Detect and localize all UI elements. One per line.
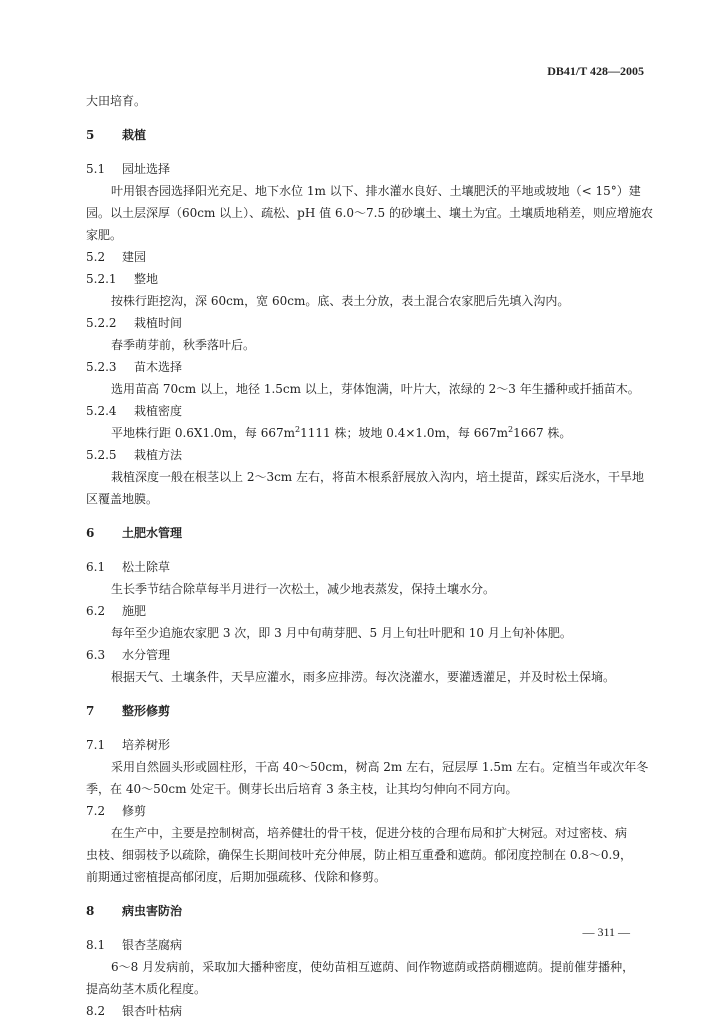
paragraph-line: 春季萌芽前，秋季落叶后。 [111, 338, 256, 352]
subsection-heading [86, 444, 656, 466]
subsection-heading [86, 246, 656, 268]
section-title: 栽植密度 [134, 404, 183, 418]
paragraph-line: 6～8 月发病前，采取加大播种密度，使幼苗相互遮荫、间作物遮荫或搭荫棚遮荫。提前催芽播种， [111, 960, 635, 974]
section-title: 园址选择 [122, 162, 171, 176]
section-number: 7 [86, 704, 95, 718]
subsection-heading [86, 400, 656, 422]
section-title: 修剪 [122, 804, 147, 818]
page-number: — 311 — [582, 925, 630, 939]
paragraph-line: 在生产中，主要是控制树高，培养健壮的骨干枝，促进分枝的合理布局和扩大树冠。对过密枝、病 [111, 826, 628, 840]
section-number: 5.2 [86, 250, 106, 264]
section-title: 松土除草 [122, 560, 171, 574]
section-title: 栽植时间 [134, 316, 183, 330]
section-number: 6.3 [86, 648, 106, 662]
subsection-heading [86, 1000, 656, 1022]
subsection-heading [86, 312, 656, 334]
paragraph-line: 根据天气、土壤条件，天旱应灌水，雨多应排涝。每次浇灌水，要灌透灌足，并及时松土保墒。 [111, 670, 616, 684]
section-title: 病虫害防治 [122, 904, 183, 918]
section-number: 7.2 [86, 804, 106, 818]
section-title: 施肥 [122, 604, 147, 618]
section-heading [86, 522, 656, 544]
subsection-heading [86, 600, 656, 622]
section-title: 整地 [134, 272, 159, 286]
section-number: 6 [86, 526, 95, 540]
paragraph-line: 家肥。 [86, 228, 123, 242]
text-run: 1667 株。 [513, 426, 572, 440]
section-number: 5 [86, 128, 95, 142]
paragraph-line: 栽植深度一般在根茎以上 2～3cm 左右，将苗木根系舒展放入沟内，培土提苗，踩实后浇水，干旱地 [111, 470, 645, 484]
section-number: 5.2.3 [86, 360, 117, 374]
paragraph-line: 每年至少追施农家肥 3 次，即 3 月中旬萌芽肥、5 月上旬壮叶肥和 10 月上旬补体肥。 [111, 626, 572, 640]
paragraph-line [86, 422, 656, 444]
section-heading [86, 700, 656, 722]
subsection-heading [86, 934, 656, 956]
text-run: 1111 株；坡地 0.4×1.0m，每 667m [300, 426, 508, 440]
subsection-heading [86, 356, 656, 378]
superscript: 2 [507, 425, 514, 434]
section-title: 银杏叶枯病 [122, 1004, 183, 1018]
paragraph-line: 前期通过密植提高郁闭度，后期加强疏移、伐除和修剪。 [86, 870, 387, 884]
paragraph-line: 季，在 40～50cm 处定干。侧芽长出后培育 3 条主枝，让其均匀伸向不同方向。 [86, 782, 518, 796]
subsection-heading [86, 158, 656, 180]
superscript: 2 [295, 425, 301, 434]
paragraph: 大田培育。 [86, 94, 147, 108]
paragraph-line: 叶用银杏园选择阳光充足、地下水位 1m 以下、排水灌水良好、土壤肥沃的平地或坡地（< 15°）建 [111, 184, 641, 198]
section-title: 栽植 [122, 128, 147, 142]
section-title: 土肥水管理 [122, 526, 183, 540]
paragraph-line: 生长季节结合除草每半月进行一次松土，减少地表蒸发，保持土壤水分。 [111, 582, 496, 596]
section-number: 5.2.2 [86, 316, 117, 330]
subsection-heading [86, 268, 656, 290]
section-title: 建园 [122, 250, 147, 264]
section-number: 5.2.4 [86, 404, 117, 418]
section-title: 整形修剪 [122, 704, 171, 718]
section-heading [86, 124, 656, 146]
subsection-heading [86, 734, 656, 756]
section-number: 5.2.5 [86, 448, 117, 462]
paragraph-line: 园。以土层深厚（60cm 以上）、疏松、pH 值 6.0～7.5 的砂壤土、壤土为宜。土壤质地稍差，则应增施农 [86, 206, 653, 220]
section-number: 5.1 [86, 162, 106, 176]
paragraph-line: 选用苗高 70cm 以上，地径 1.5cm 以上，芽体饱满，叶片大，浓绿的 2～3 年生播种或扦插苗木。 [111, 382, 640, 396]
paragraph-line: 区覆盖地膜。 [86, 492, 159, 506]
paragraph-line: 提高幼茎木质化程度。 [86, 982, 207, 996]
section-title: 银杏茎腐病 [122, 938, 183, 952]
subsection-heading [86, 644, 656, 666]
standard-code: DB41/T 428—2005 [547, 64, 644, 78]
section-number: 6.2 [86, 604, 106, 618]
text-run: 平地株行距 0.6X1.0m，每 667m [111, 426, 296, 440]
paragraph-line: 采用自然圆头形或圆柱形，干高 40～50cm，树高 2m 左右，冠层厚 1.5m 左右。定植当年或次年冬 [111, 760, 649, 774]
section-number: 7.1 [86, 738, 106, 752]
section-number: 6.1 [86, 560, 106, 574]
section-number: 8 [86, 904, 95, 918]
section-title: 栽植方法 [134, 448, 183, 462]
section-number: 5.2.1 [86, 272, 117, 286]
document-body [86, 90, 656, 1022]
section-heading [86, 900, 656, 922]
section-title: 水分管理 [122, 648, 171, 662]
subsection-heading [86, 800, 656, 822]
paragraph-line: 虫枝、细弱枝予以疏除，确保生长期间枝叶充分伸展，防止相互重叠和遮荫。郁闭度控制在 0.8～0.9， [86, 848, 632, 862]
section-number: 8.2 [86, 1004, 106, 1018]
subsection-heading [86, 556, 656, 578]
section-title: 苗木选择 [134, 360, 183, 374]
paragraph-line: 按株行距挖沟，深 60cm，宽 60cm。底、表土分放，表土混合农家肥后先填入沟内。 [111, 294, 570, 308]
section-title: 培养树形 [122, 738, 171, 752]
section-number: 8.1 [86, 938, 106, 952]
